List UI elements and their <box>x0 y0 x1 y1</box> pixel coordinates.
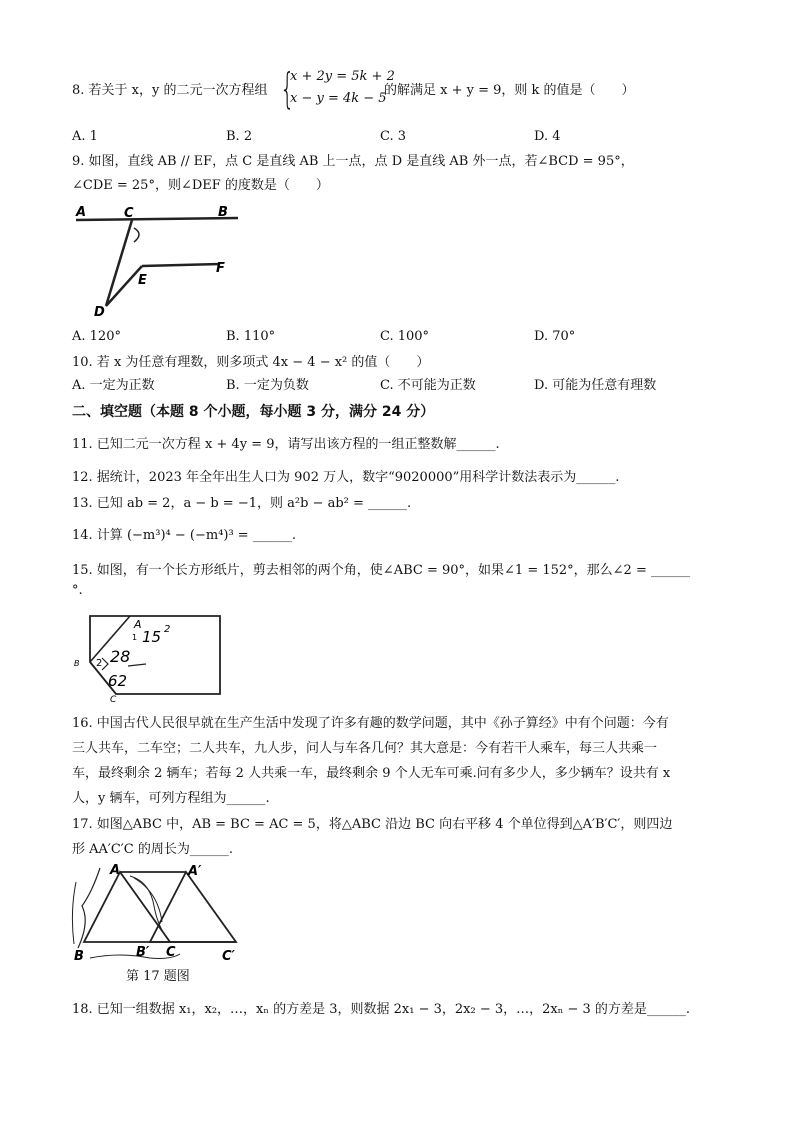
q10-option-b[interactable]: B. 一定为负数 <box>226 378 309 393</box>
q17-label-a-prime: A′ <box>188 864 202 879</box>
q11-stem: 11. 已知二元一次方程 x + 4y = 9，请写出该方程的一组正整数解______. <box>72 437 500 452</box>
q9-label-d: D <box>94 305 105 320</box>
q10-option-c[interactable]: C. 不可能为正数 <box>380 378 476 393</box>
q9-option-b[interactable]: B. 110° <box>226 329 276 344</box>
q8-stem-a: 8. 若关于 x，y 的二元一次方程组 <box>72 83 268 98</box>
q8-equation-1: x + 2y = 5k + 2 <box>290 69 395 84</box>
q10-stem: 10. 若 x 为任意有理数，则多项式 4x − 4 − x² 的值（ ） <box>72 355 430 370</box>
q16-line-4: 人，y 辆车，可列方程组为______. <box>72 791 270 806</box>
q9-option-a[interactable]: A. 120° <box>72 329 121 344</box>
q17-label-a: A <box>110 863 121 878</box>
q9-figure <box>70 198 245 323</box>
q16-line-3: 车，最终剩余 2 辆车；若每 2 人共乘一车，最终剩余 9 个人无车可乘.问有多少人，多少辆车？设共有 x <box>72 766 671 781</box>
q15-line-2: °. <box>72 583 83 598</box>
q15-handwriting-28: 28 <box>110 647 131 666</box>
q18-stem: 18. 已知一组数据 x₁，x₂，…，xₙ 的方差是 3，则数据 2x₁ − 3，2x₂ − 3，…，2xₙ − 3 的方差是______. <box>72 1002 691 1017</box>
q15-line-1: 15. 如图，有一个长方形纸片，剪去相邻的两个角，使∠ABC = 90°，如果∠1 = 152°，那么∠2 = ______ <box>72 563 690 578</box>
q9-label-a: A <box>76 205 87 220</box>
q9-label-c: C <box>124 206 134 221</box>
q17-line-1: 17. 如图△ABC 中，AB = BC = AC = 5，将△ABC 沿边 BC 向右平移 4 个单位得到△A′B′C′，则四边 <box>72 817 673 832</box>
q15-label-c: C <box>110 695 117 704</box>
q9-label-e: E <box>138 273 147 288</box>
q8-stem-b: 的解满足 x + y = 9，则 k 的值是（ ） <box>384 83 635 98</box>
q13-stem: 13. 已知 ab = 2，a − b = −1，则 a²b − ab² = ______. <box>72 496 412 511</box>
q17-caption: 第 17 题图 <box>126 969 190 984</box>
q9-line-2: ∠CDE = 25°，则∠DEF 的度数是（ ） <box>72 178 329 193</box>
q8-option-a[interactable]: A. 1 <box>72 129 98 144</box>
q15-handwriting-62: 62 <box>108 672 128 690</box>
q15-figure <box>70 606 230 704</box>
brace-icon: { <box>280 64 295 113</box>
q15-label-1: 1 <box>132 633 138 642</box>
q15-label-b: B <box>74 659 80 668</box>
q17-label-b-prime: B′ <box>136 945 150 960</box>
q15-handwriting-15: 15 <box>142 628 162 646</box>
q9-option-d[interactable]: D. 70° <box>534 329 576 344</box>
q8-equation-2: x − y = 4k − 5 <box>290 91 387 106</box>
q16-line-1: 16. 中国古代人民很早就在生产生活中发现了许多有趣的数学问题，其中《孙子算经》中有个问题：今有 <box>72 716 669 731</box>
q15-label-2: 2 <box>96 658 103 669</box>
q8-option-d[interactable]: D. 4 <box>534 129 561 144</box>
q17-label-b: B <box>74 949 84 964</box>
q17-figure <box>70 862 250 964</box>
q10-option-d[interactable]: D. 可能为任意有理数 <box>534 378 657 393</box>
q17-line-2: 形 AA′C′C 的周长为______. <box>72 842 233 857</box>
q17-label-c: C <box>166 945 176 960</box>
q14-stem: 14. 计算 (−m³)⁴ − (−m⁴)³ = ______. <box>72 528 296 543</box>
q15-label-a: A <box>134 618 142 631</box>
q9-option-c[interactable]: C. 100° <box>380 329 430 344</box>
q17-label-c-prime: C′ <box>222 949 235 964</box>
q16-line-2: 三人共车，二车空；二人共车，九人步，问人与车各几何？其大意是：今有若干人乘车，每三人共乘一 <box>72 741 658 756</box>
section-title: 二、填空题（本题 8 个小题，每小题 3 分，满分 24 分） <box>72 404 435 420</box>
q9-label-b: B <box>218 205 228 220</box>
q8-option-b[interactable]: B. 2 <box>226 129 253 144</box>
q9-label-f: F <box>216 261 225 276</box>
q15-handwriting-2: 2 <box>164 624 171 635</box>
q12-stem: 12. 据统计，2023 年全年出生人口为 902 万人，数字“9020000”用科学计数法表示为______. <box>72 470 620 485</box>
q8-option-c[interactable]: C. 3 <box>380 129 407 144</box>
q10-option-a[interactable]: A. 一定为正数 <box>72 378 155 393</box>
q9-line-1: 9. 如图，直线 AB // EF，点 C 是直线 AB 上一点，点 D 是直线 AB 外一点，若∠BCD = 95°， <box>72 154 634 169</box>
